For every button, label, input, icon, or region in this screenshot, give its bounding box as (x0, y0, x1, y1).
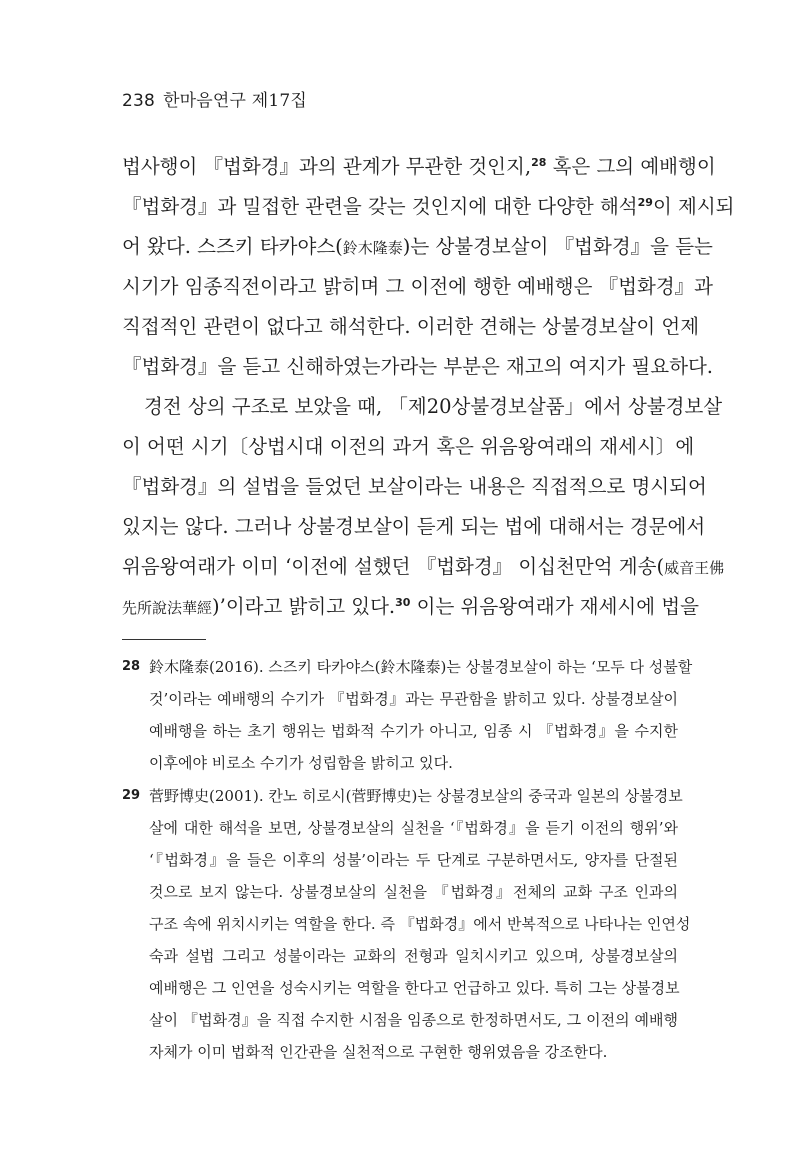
footnote-line: 것’이라는 예배행의 수기가 『법화경』과는 무관함을 밝히고 있다. 상불경보살이 (149, 690, 678, 708)
body-line: 先所說法華經)’이라고 밝히고 있다.$^{30}$ 이는 위음왕여래가 재세시에 법을 (122, 595, 699, 618)
body-line: 위음왕여래가 이미 ‘이전에 설했던 『법화경』 이십천만억 게송(威音王佛 (122, 555, 725, 578)
footnote-line: 이후에야 비로소 수기가 성립함을 밝히고 있다. (149, 754, 453, 772)
footnote-ref-28[interactable]: 28 (531, 156, 547, 169)
page-number: 238 (122, 91, 156, 111)
footnote-28 (122, 651, 693, 779)
body-line: 『법화경』과 밀접한 관련을 갖는 것인지에 대한 다양한 해석$^{29}$이 제시되 (122, 195, 735, 218)
footnote-29 (122, 780, 691, 1068)
footnote-line: 자체가 이미 법화적 인간관을 실천적으로 구현한 행위였음을 강조한다. (149, 1043, 608, 1061)
footnote-number: 29 (122, 788, 141, 803)
body-line: 어 왔다. 스즈키 타카야스(鈴木隆泰)는 상불경보살이 『법화경』을 듣는 (122, 235, 713, 258)
running-header (122, 86, 307, 111)
footnote-line: 구조 속에 위치시키는 역할을 한다. 즉 『법화경』에서 반복적으로 나타나는 인연성 (149, 915, 691, 933)
body-line: 법사행이 『법화경』과의 관계가 무관한 것인지,$^{28}$ 혹은 그의 예배행이 (122, 155, 716, 178)
body-line: 『법화경』을 듣고 신해하였는가라는 부분은 재고의 여지가 필요하다. (122, 355, 713, 378)
footnote-line: 예배행은 그 인연을 성숙시키는 역할을 한다고 언급하고 있다. 특히 그는 상불경보 (149, 979, 680, 997)
body-line: 직접적인 관련이 없다고 해석한다. 이러한 견해는 상불경보살이 언제 (122, 315, 700, 338)
body-line: 경전 상의 구조로 보았을 때, 「제20상불경보살품」에서 상불경보살 (144, 395, 723, 418)
footnote-line: 것으로 보지 않는다. 상불경보살의 실천을 『법화경』전체의 교화 구조 인과의 (149, 883, 678, 901)
footnote-line: 살에 대한 해석을 보면, 상불경보살의 실천을 ‘『법화경』을 듣기 이전의 행위’와 (149, 819, 678, 837)
body-line: 이 어떤 시기〔상법시대 이전의 과거 혹은 위음왕여래의 재세시〕에 (122, 435, 695, 458)
footnote-line: 숙과 설법 그리고 성불이라는 교화의 전형과 일치시키고 있으며, 상불경보살의 (149, 947, 678, 965)
footnote-ref-30[interactable]: 30 (395, 596, 411, 609)
footnote-line: ‘『법화경』을 들은 이후의 성불’이라는 두 단계로 구분하면서도, 양자를 단절된 (149, 851, 678, 869)
footnote-line: 菅野博史(2001). 칸노 히로시(菅野博史)는 상불경보살의 중국과 일본의 상불경보 (149, 787, 683, 805)
journal-title: 한마음연구 제17집 (163, 91, 308, 111)
footnote-line: 살이 『법화경』을 직접 수지한 시점을 임종으로 한정하면서도, 그 이전의 예배행 (149, 1011, 678, 1029)
footnote-number: 28 (122, 659, 141, 674)
footnote-ref-29[interactable]: 29 (637, 196, 653, 209)
body-text (122, 147, 735, 627)
footnotes (122, 651, 693, 1069)
footnote-line: 鈴木隆泰(2016). 스즈키 타카야스(鈴木隆泰)는 상불경보살이 하는 ‘모두 다 성불할 (149, 658, 693, 676)
footnote-line: 예배행을 하는 초기 행위는 법화적 수기가 아니고, 임종 시 『법화경』을 수지한 (149, 722, 678, 740)
footnote-divider (122, 639, 206, 640)
body-line: 있지는 않다. 그러나 상불경보살이 듣게 되는 법에 대해서는 경문에서 (122, 515, 706, 538)
body-line: 시기가 임종직전이라고 밝히며 그 이전에 행한 예배행은 『법화경』과 (122, 275, 713, 298)
body-line: 『법화경』의 설법을 들었던 보살이라는 내용은 직접적으로 명시되어 (122, 475, 707, 498)
